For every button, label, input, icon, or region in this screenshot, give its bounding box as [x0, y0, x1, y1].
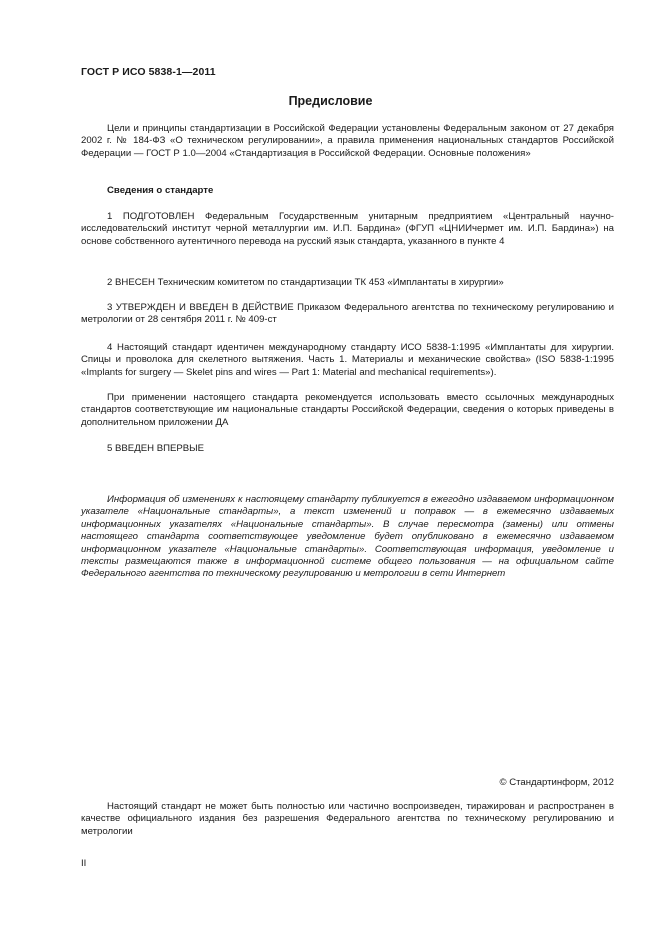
section-heading: Сведения о стандарте	[107, 185, 214, 196]
document-id: ГОСТ Р ИСО 5838-1—2011	[81, 66, 216, 78]
item-1: 1 ПОДГОТОВЛЕН Федеральным Государственным унитарным предприятием «Центральный научно-исследовательский институт черной металлургии им. И.П. Бардина» (ФГУП «ЦНИИчермет им. И.П. Бардина») на основе собственного аутентичного перевода на русский язык стандарта, указанного в пункте 4	[81, 211, 614, 247]
restriction-paragraph: Настоящий стандарт не может быть полностью или частично воспроизведен, тиражирован и распространен в качестве официального издания без разрешения Федерального агентства по техническому регулированию и метрологии	[81, 801, 614, 837]
item-2: 2 ВНЕСЕН Техническим комитетом по стандартизации ТК 453 «Имплантаты в хирургии»	[107, 277, 504, 288]
changes-notice: Информация об изменениях к настоящему стандарту публикуется в ежегодно издаваемом информационном указателе «Национальные стандарты», а текст изменений и поправок — в ежемесячно издаваемых информационных указателях «Национальные стандарты». В случае пересмотра (замены) или отмены настоящего стандарта соответствующее уведомление будет опубликовано в ежемесячно издаваемом информационном указателе «Национальные стандарты». Соответствующая информация, уведомление и тексты размещаются также в информационной системе общего пользования — на официальном сайте Федерального агентства по техническому регулированию и метрологии в сети Интернет	[81, 494, 614, 580]
page-title: Предисловие	[288, 94, 373, 108]
intro-paragraph: Цели и принципы стандартизации в Российской Федерации установлены Федеральным законом от 27 декабря 2002 г. № 184-ФЗ «О техническом регулировании», а правила применения национальных стандартов Российской Федерации — ГОСТ Р 1.0—2004 «Стандартизация в Российской Федерации. Основные положения»	[81, 123, 614, 159]
item-5: 5 ВВЕДЕН ВПЕРВЫЕ	[107, 443, 205, 454]
page-number: II	[81, 858, 87, 869]
copyright: © Стандартинформ, 2012	[499, 777, 614, 788]
item-3: 3 УТВЕРЖДЕН И ВВЕДЕН В ДЕЙСТВИЕ Приказом Федерального агентства по техническому регулированию и метрологии от 28 сентября 2011 г. № 409-ст	[81, 302, 614, 326]
item-4: 4 Настоящий стандарт идентичен международному стандарту ИСО 5838-1:1995 «Имплантаты для хирургии. Спицы и проволока для скелетного вытяжения. Часть 1. Материалы и механические свойства» (ISO 5838-1:1995 «Implants for surgery — Skelet pins and wires — Part 1: Material and mechanical requirements»).	[81, 342, 614, 378]
item-4-note: При применении настоящего стандарта рекомендуется использовать вместо ссылочных международных стандартов соответствующие им национальные стандарты Российской Федерации, сведения о которых приведены в дополнительном приложении ДА	[81, 392, 614, 428]
